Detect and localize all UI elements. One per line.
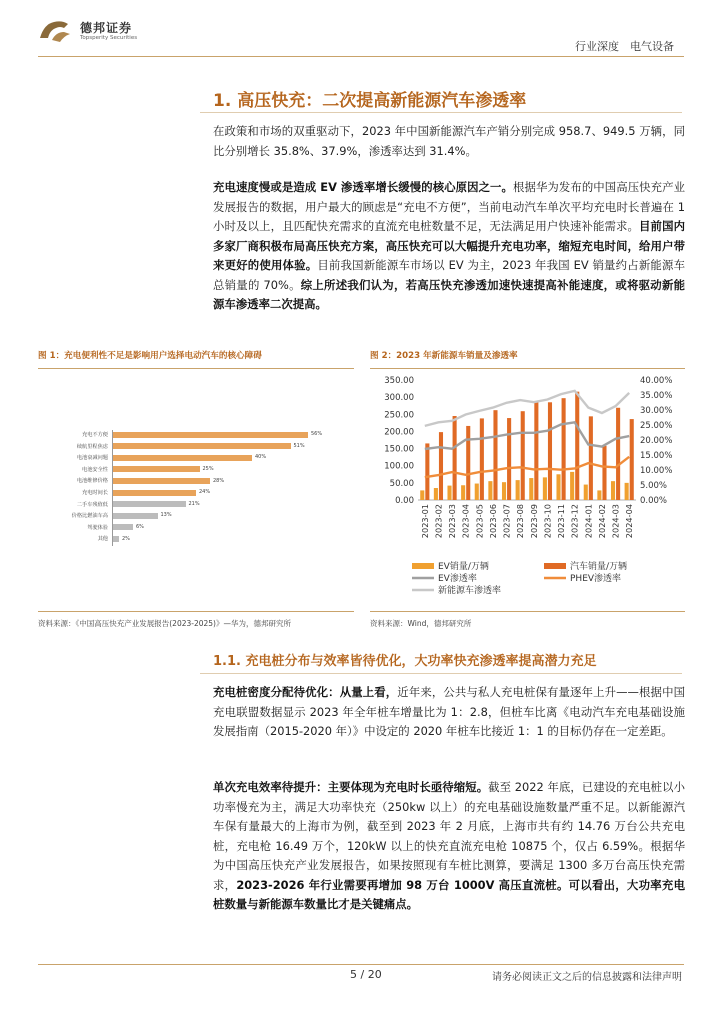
fig2-ev-bar	[461, 485, 465, 500]
fig1-value-label: 28%	[213, 477, 225, 484]
figure1-bottom-rule	[38, 611, 354, 612]
fig2-left-tick: 100.00	[384, 461, 414, 472]
fig2-ev-bar	[625, 483, 629, 500]
fig2-legend-label: EV渗透率	[438, 574, 477, 584]
fig2-ev-bar	[475, 484, 479, 500]
fig2-ev-bar	[447, 486, 451, 500]
fig2-left-tick: 350.00	[384, 376, 414, 386]
fig1-category-label: 电池维修价格	[76, 478, 108, 485]
fig2-category-label: 2023-02	[433, 504, 444, 539]
paragraph-charging-speed: 充电速度慢或是造成 EV 渗透率增长缓慢的核心原因之一。根据华为发布的中国高压快充产业发展报告的数据，用户最大的顾虑是“充电不方便”，当前电动汽车单次平均充电时长普遍在 1 小时及以上，且匹配快充需求的直流充电桩数量不足，无法满足用户快速补能需求。目前国内多家厂商积极布局高压快充方案，高压快充可以大幅提升充电功率，缩短充电时间，给用户带来更好的使用体验。目前我国新能源车市场以 EV 为主，2023 年我国 EV 销量约占新能源车总销量的 70%。综上所述我们认为，若高压快充渗透加速快速提高补能速度，或将驱动新能源车渗透率二次提高。	[213, 180, 685, 311]
fig2-category-label: 2024-04	[624, 504, 635, 539]
fig2-legend-label: PHEV渗透率	[570, 574, 622, 584]
fig2-car-bar	[453, 416, 457, 500]
fig2-ev-bar	[488, 481, 492, 500]
fig2-category-label: 2023-08	[515, 504, 526, 539]
logo-text: 德邦证券	[80, 21, 133, 35]
fig1-value-label: 51%	[293, 442, 305, 449]
fig2-category-label: 2023-07	[501, 504, 512, 539]
fig1-category-label: 价格比燃油车高	[71, 513, 108, 520]
fig2-legend-label: EV销量/万辆	[438, 562, 489, 572]
fig2-right-tick: 35.00%	[640, 391, 673, 401]
figure2-title: 图 2：2023 年新能源车销量及渗透率	[370, 351, 518, 361]
fig1-bar	[112, 443, 291, 449]
fig1-axis-line	[112, 430, 113, 546]
fig2-ev-bar	[502, 482, 506, 500]
fig2-right-tick: 40.00%	[640, 376, 673, 386]
fig1-category-label: 二手车残值低	[76, 501, 108, 508]
fig2-car-bar	[466, 426, 470, 500]
fig1-bar	[112, 524, 133, 530]
section-title: 1. 高压快充：二次提高新能源汽车渗透率	[213, 91, 527, 111]
fig1-category-label: 电池安全性	[82, 466, 108, 473]
subsection-divider	[200, 673, 682, 674]
page-number: 5 / 20	[350, 968, 382, 981]
header-divider	[38, 56, 684, 57]
fig1-bar	[112, 478, 210, 484]
fig2-ev-bar	[597, 490, 601, 500]
fig2-ev-bar	[420, 490, 424, 500]
fig2-ev-bar	[570, 472, 574, 500]
fig2-right-tick: 5.00%	[640, 481, 668, 491]
fig1-value-label: 40%	[255, 454, 267, 461]
fig2-car-bar	[493, 410, 497, 500]
figure1-source: 资料来源：《中国高压快充产业发展报告(2023-2025)》—华为，德邦研究所	[38, 619, 291, 628]
fig2-category-label: 2024-01	[583, 504, 594, 539]
fig2-category-label: 2023-04	[460, 504, 471, 539]
fig2-ev-bar	[529, 478, 533, 500]
fig2-car-bar	[507, 418, 511, 500]
fig2-right-tick: 15.00%	[640, 451, 673, 461]
fig1-bar	[112, 501, 186, 507]
fig2-legend-swatch	[412, 563, 434, 569]
fig2-category-label: 2023-10	[542, 504, 553, 539]
fig2-car-bar	[575, 392, 579, 500]
fig2-left-tick: 200.00	[384, 427, 414, 438]
fig2-left-tick: 300.00	[384, 393, 414, 404]
fig2-ev-bar	[611, 481, 615, 500]
fig2-category-label: 2023-09	[528, 504, 539, 539]
fig2-ev-bar	[556, 474, 560, 500]
paragraph-charging-efficiency: 单次充电效率待提升：主要体现为充电时长亟待缩短。截至 2022 年底，已建设的充电桩以小功率慢充为主，满足大功率快充（250kw 以上）的充电基础设施数量严重不足。以新能源汽车保有量最大的上海市为例，截至到 2023 年 2 月底，上海市共有约 14.76 万台公共充电桩，充电枪 16.49 万个，120kW 以上的快充直流充电枪 10875 个，仅占 6.59%。根据华为中国高压快充产业发展报告，如果按照现有车桩比测算，要满足 1300 多万台高压快充需求，2023-2026 年行业需要再增加 98 万台 1000V 高压直流桩。可以看出，大功率充电桩数量与新能源车数量比才是关键痛点。	[213, 780, 685, 911]
fig1-bar	[112, 466, 200, 472]
fig2-car-bar	[439, 432, 443, 500]
fig2-legend-label: 汽车销量/万辆	[570, 562, 628, 572]
fig1-category-label: 续航里程焦虑	[76, 443, 108, 450]
fig2-ev-bar	[434, 488, 438, 500]
fig1-value-label: 25%	[202, 466, 214, 472]
figure2-top-rule	[370, 368, 685, 369]
fig2-car-bar	[630, 419, 634, 500]
fig1-value-label: 6%	[136, 524, 144, 530]
logo-mark-icon	[38, 18, 72, 44]
fig2-category-label: 2023-11	[556, 504, 567, 539]
fig1-category-label: 电池衰减问题	[76, 455, 108, 462]
fig1-category-label: 其他	[97, 536, 108, 543]
fig1-bar	[112, 490, 196, 496]
fig1-bar	[112, 455, 252, 461]
fig1-category-label: 驾驶体验	[87, 524, 108, 531]
fig2-ev-bar	[516, 480, 520, 500]
fig2-legend-label: 新能源车渗透率	[438, 586, 502, 596]
fig2-car-bar	[548, 402, 552, 500]
fig2-car-bar	[589, 416, 593, 500]
paragraph-sales: 在政策和市场的双重驱动下，2023 年中国新能源汽车产销分别完成 958.7、949.5 万辆，同比分别增长 35.8%、37.9%，渗透率达到 31.4%。	[213, 124, 685, 158]
fig1-value-label: 56%	[311, 431, 323, 438]
fig1-bar	[112, 536, 119, 542]
fig2-right-tick: 25.00%	[640, 421, 673, 431]
figure2-bottom-rule	[370, 611, 685, 612]
fig2-ev-bar	[543, 477, 547, 500]
fig2-car-bar	[480, 418, 484, 500]
figure2-chart	[368, 370, 688, 610]
fig2-category-label: 2023-03	[447, 504, 458, 539]
fig1-bar	[112, 513, 158, 519]
fig2-car-bar	[534, 402, 538, 500]
figure1-top-rule	[38, 368, 354, 369]
fig2-right-tick: 10.00%	[640, 466, 673, 476]
figure1-title: 图 1：充电便利性不足是影响用户选择电动汽车的核心障碍	[38, 351, 262, 361]
section-divider	[200, 112, 682, 113]
fig2-left-tick: 0.00	[395, 496, 414, 506]
fig2-car-bar	[425, 443, 429, 500]
fig1-category-label: 充电时间长	[82, 490, 108, 496]
report-category: 行业深度 电气设备	[575, 40, 674, 53]
fig2-car-bar	[602, 446, 606, 500]
figure2-source: 资料来源：Wind，德邦研究所	[370, 619, 472, 628]
fig2-category-label: 2023-06	[487, 504, 498, 539]
fig2-left-tick: 150.00	[384, 444, 414, 455]
fig1-value-label: 13%	[160, 512, 172, 519]
footer-disclaimer: 请务必阅读正文之后的信息披露和法律声明	[492, 972, 682, 983]
fig1-bar	[112, 432, 308, 438]
fig2-left-tick: 50.00	[389, 478, 414, 489]
paragraph-pile-density: 充电桩密度分配待优化：从量上看，近年来，公共与私人充电桩保有量逐年上升——根据中国充电联盟数据显示 2023 年全年桩车增量比为 1：2.8，但桩车比离《电动汽车充电基础设施发展指南（2015-2020 年）》中设定的 2020 年桩车比接近 1：1 的目标仍存在一定差距。	[213, 685, 685, 738]
fig1-value-label: 2%	[122, 535, 130, 542]
fig2-right-tick: 20.00%	[640, 436, 673, 446]
fig2-right-tick: 30.00%	[640, 406, 673, 416]
footer-divider	[38, 964, 684, 965]
company-logo	[38, 16, 158, 46]
fig2-category-label: 2023-01	[419, 504, 430, 539]
fig2-car-bar	[616, 408, 620, 500]
fig2-car-bar	[562, 398, 566, 500]
fig1-category-label: 充电不方便	[82, 432, 108, 438]
fig1-value-label: 21%	[188, 500, 200, 507]
fig2-category-label: 2023-05	[474, 504, 485, 539]
fig2-ev-bar	[584, 485, 588, 500]
fig2-legend-swatch	[544, 563, 566, 569]
fig2-car-bar	[521, 411, 525, 500]
fig2-right-tick: 0.00%	[640, 496, 668, 506]
fig2-category-label: 2023-12	[569, 504, 580, 539]
fig2-category-label: 2024-02	[596, 504, 607, 539]
logo-subtext: Topsperity Securities	[80, 35, 138, 41]
fig2-left-tick: 250.00	[384, 410, 414, 421]
fig1-value-label: 24%	[199, 489, 211, 496]
fig2-category-label: 2024-03	[610, 504, 621, 539]
subsection-title: 1.1. 充电桩分布与效率皆待优化，大功率快充渗透率提高潜力充足	[213, 654, 597, 669]
